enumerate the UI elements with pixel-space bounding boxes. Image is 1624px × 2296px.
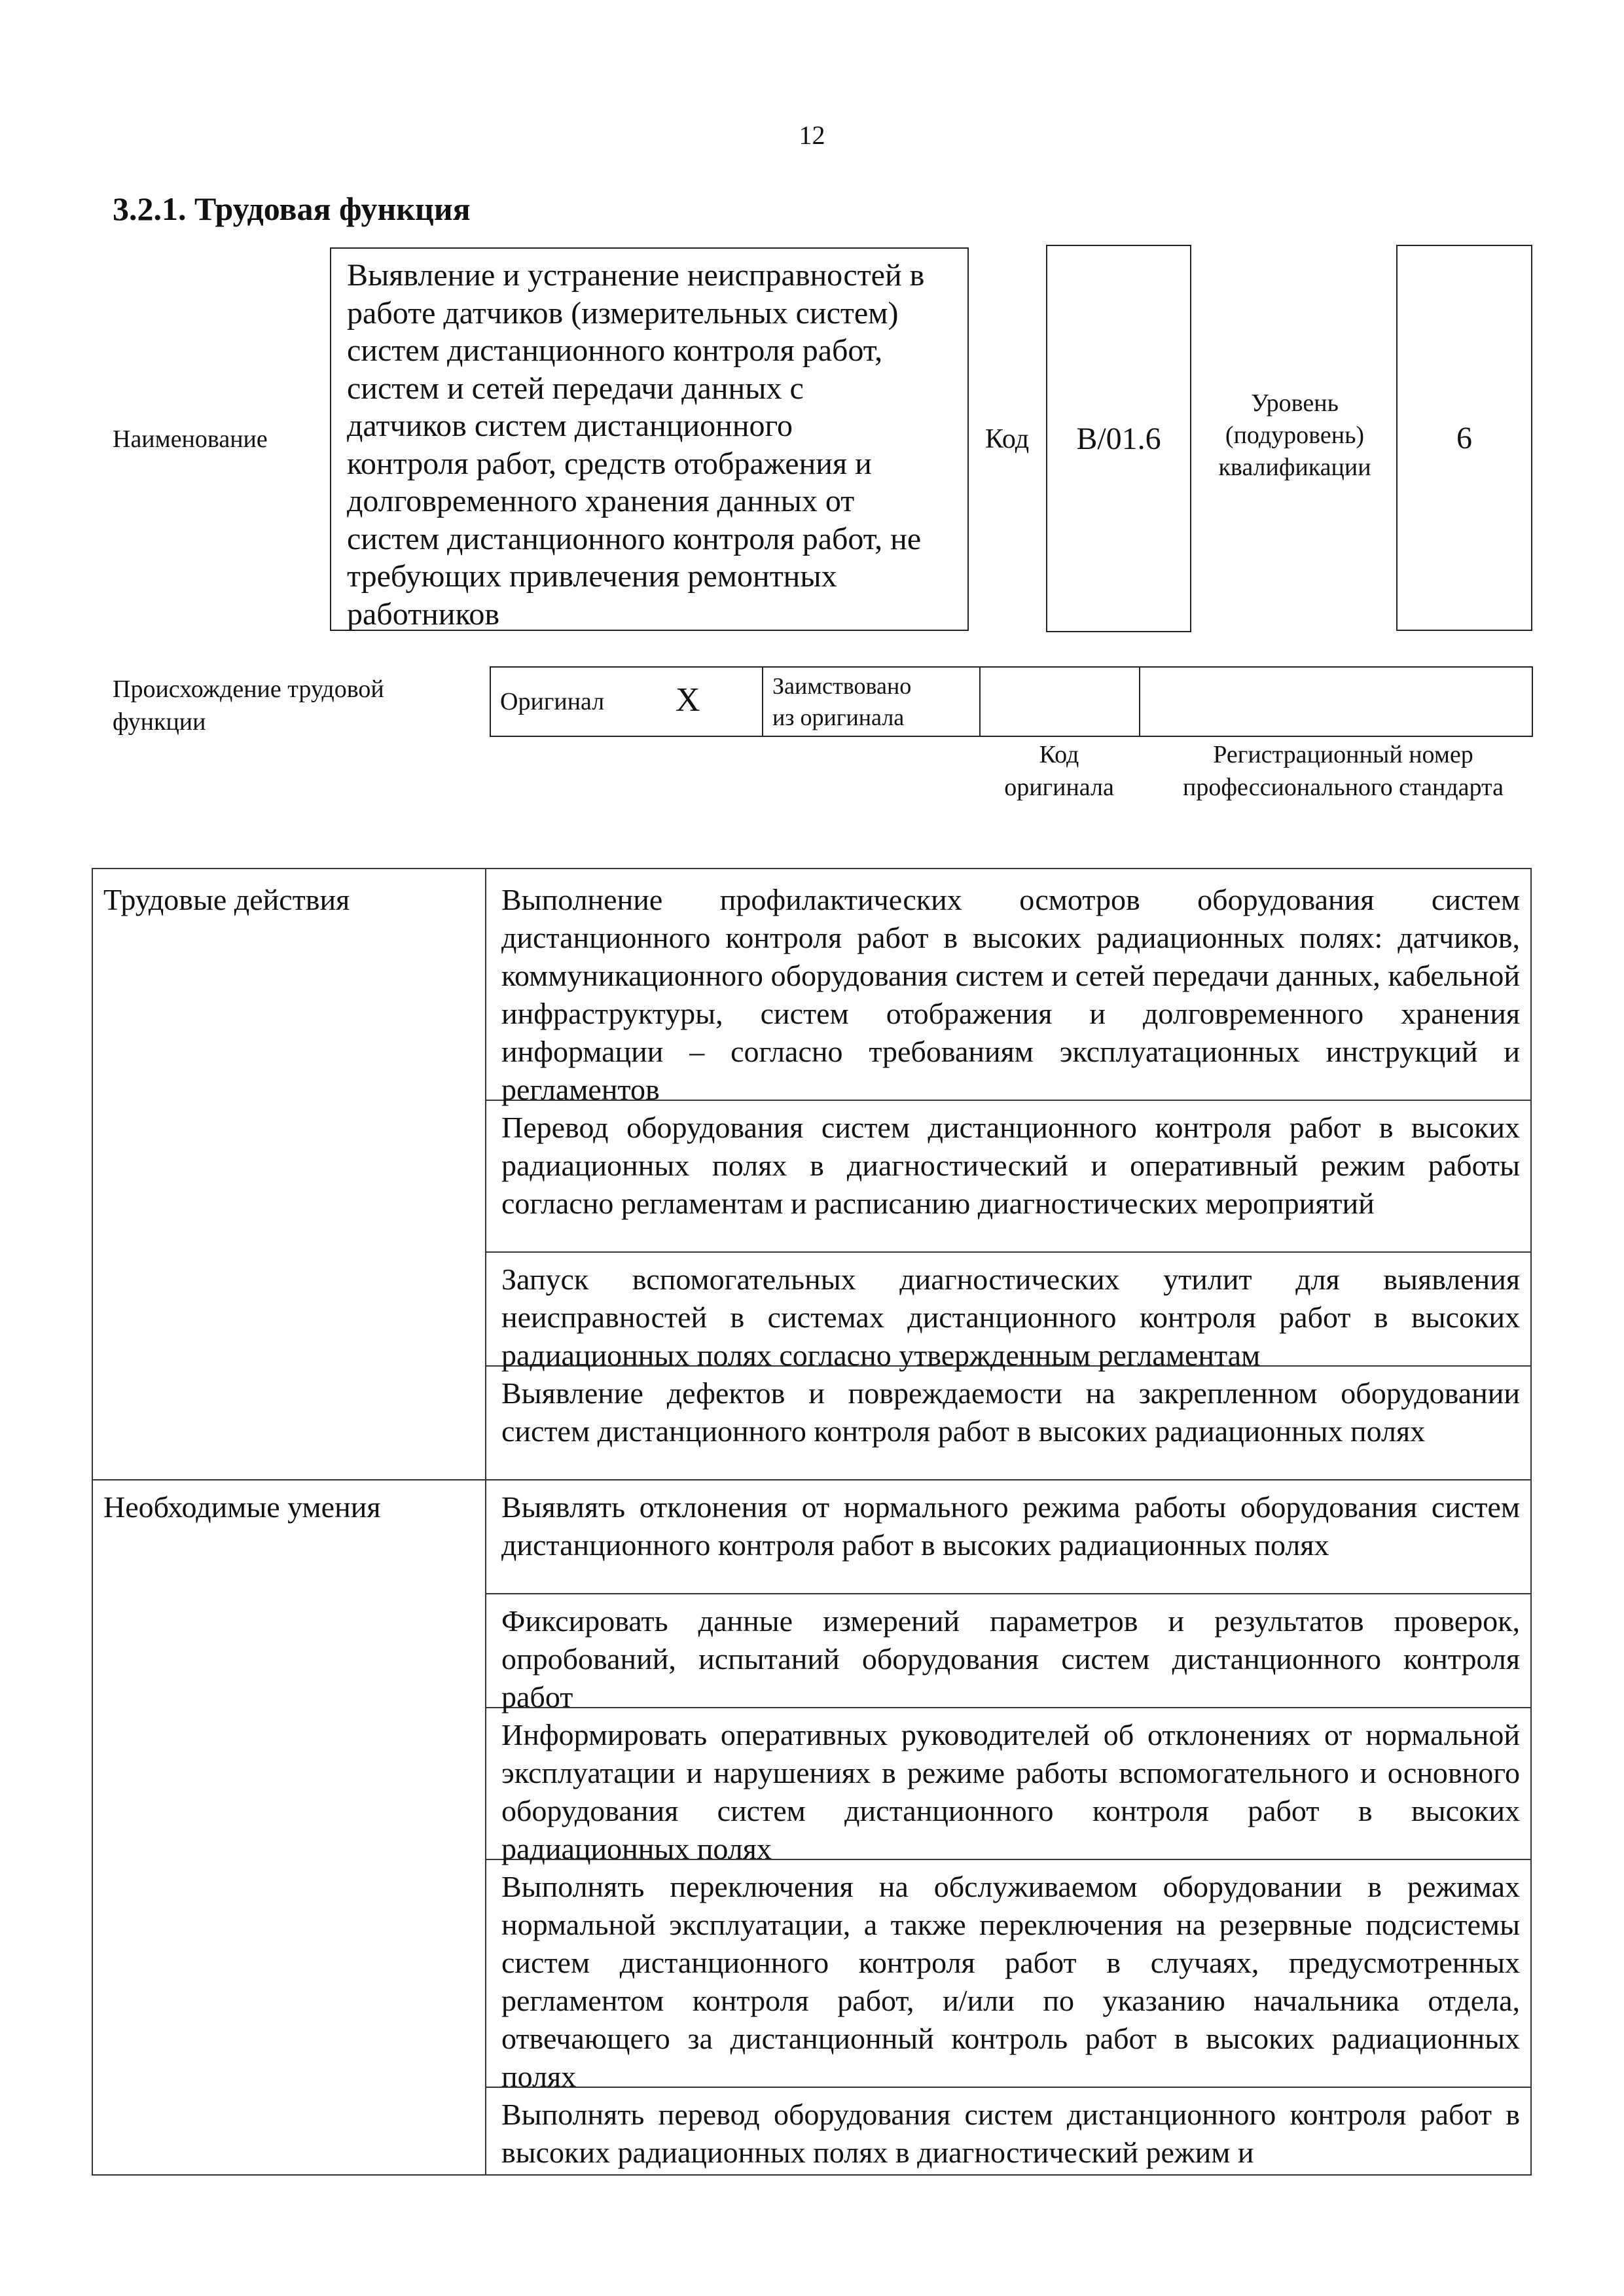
skill-5: Выполнять перевод оборудования систем дистанционного контроля работ в высоких радиационных полях в диагностический режим и bbox=[501, 2098, 1520, 2169]
level-label-line-1: Уровень bbox=[1251, 389, 1339, 417]
level-label-line-2: (подуровень) bbox=[1225, 422, 1365, 449]
labor-action-3: Запуск вспомогательных диагностических утилит для выявления неисправностей в системах дистанционного контроля работ в высоких радиационных полях согласно утвержденным регламентам bbox=[501, 1263, 1520, 1372]
origin-label-line-1: Происхождение трудовой bbox=[113, 675, 384, 703]
borrowed-label-line-2: из оригинала bbox=[772, 704, 905, 730]
original-label: Оригинал bbox=[500, 688, 605, 715]
skill-4: Выполнять переключения на обслуживаемом оборудовании в режимах нормальной эксплуатации, а также переключения на резервные подсистемы систем дистанционного контроля работ в случаях, предусмотренных регламентом контроля работ, и/или по указанию начальника отдела, отвечающего за дистанционный контроль работ в высоких радиационных полях bbox=[501, 1870, 1520, 2093]
skills-label: Необходимые умения bbox=[103, 1490, 381, 1524]
origin-label bbox=[113, 673, 384, 738]
level-value: 6 bbox=[1456, 420, 1472, 456]
reg-number-caption bbox=[1153, 738, 1533, 804]
labor-function-table bbox=[92, 868, 1532, 2176]
labor-action-1: Выполнение профилактических осмотров оборудования систем дистанционного контроля работ в высоких радиационных полях: датчиков, коммуникационного оборудования систем и сетей передачи данных, кабельной инфраструктуры, систем отображения и долговременного хранения информации – согласно требованиям эксплуатационных инструкций и регламентов bbox=[501, 883, 1520, 1106]
function-name-text: Выявление и устранение неисправностей в работе датчиков (измерительных систем) систем дистанционного контроля работ, систем и сетей передачи данных с датчиков систем дистанционного контроля работ, средств отображения и долговременного хранения данных от систем дистанционного контроля работ, не требующих привлечения ремонтных работников bbox=[347, 258, 925, 632]
skill-2: Фиксировать данные измерений параметров и результатов проверок, опробований, испытаний оборудования систем дистанционного контроля работ bbox=[501, 1604, 1520, 1713]
function-name-box bbox=[330, 247, 969, 631]
reg-caption-line-1: Регистрационный номер bbox=[1213, 741, 1473, 768]
level-label bbox=[1206, 387, 1384, 484]
borrowed-label bbox=[772, 670, 911, 738]
name-label: Наименование bbox=[113, 425, 268, 453]
original-mark: X bbox=[676, 681, 700, 719]
skill-3: Информировать оперативных руководителей об отклонениях от нормальной эксплуатации и нарушениях в режиме работы вспомогательного и основного оборудования систем дистанционного контроля работ в высоких радиационных полях bbox=[501, 1718, 1520, 1865]
level-value-box bbox=[1396, 245, 1532, 631]
code-caption-line-1: Код bbox=[1039, 741, 1079, 768]
code-caption-line-2: оригинала bbox=[1004, 774, 1114, 801]
section-title: 3.2.1. Трудовая функция bbox=[113, 190, 471, 227]
level-label-line-3: квалификации bbox=[1218, 454, 1371, 481]
borrowed-label-line-1: Заимствовано bbox=[772, 673, 912, 699]
code-label: Код bbox=[985, 424, 1030, 454]
code-value-box bbox=[1046, 245, 1191, 632]
labor-action-4: Выявление дефектов и повреждаемости на закрепленном оборудовании систем дистанционного контроля работ в высоких радиационных полях bbox=[501, 1376, 1520, 1448]
code-original-caption bbox=[981, 738, 1138, 804]
labor-action-2: Перевод оборудования систем дистанционного контроля работ в высоких радиационных полях в диагностический и оперативный режим работы согласно регламентам и расписанию диагностических мероприятий bbox=[501, 1111, 1520, 1220]
origin-table bbox=[490, 666, 1533, 737]
code-value: B/01.6 bbox=[1076, 421, 1161, 456]
labor-actions-label: Трудовые действия bbox=[103, 883, 350, 916]
reg-caption-line-2: профессионального стандарта bbox=[1183, 774, 1504, 801]
page-number: 12 bbox=[799, 120, 825, 150]
origin-label-line-2: функции bbox=[113, 708, 206, 736]
skill-1: Выявлять отклонения от нормального режима работы оборудования систем дистанционного контроля работ в высоких радиационных полях bbox=[501, 1490, 1520, 1562]
